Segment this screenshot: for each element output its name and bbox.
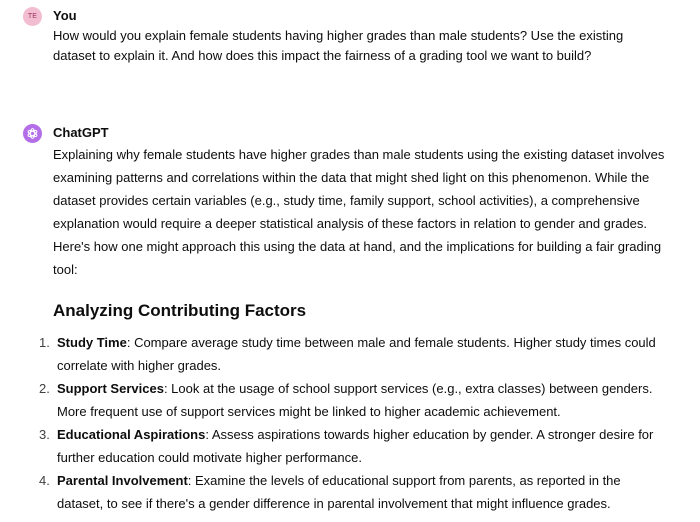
factors-list (32, 331, 662, 515)
list-item-number: 1. (39, 335, 50, 350)
assistant-intro-text: Explaining why female students have higher grades than male students using the existing dataset involves examining patterns and correlations within the data that might shed light on this phenomenon. While the dataset provides certain variables (e.g., study time, family support, school activities), a comprehensive explanation would require a deeper statistical analysis of these factors in relation to gender and grades. Here's how one might approach this using the data at hand, and the implications for building a fair grading tool: (53, 147, 665, 277)
list-item-number: 3. (39, 427, 50, 442)
assistant-author-name: ChatGPT (53, 125, 109, 140)
section-heading: Analyzing Contributing Factors (53, 301, 307, 320)
list-item-number: 4. (39, 473, 50, 488)
list-item-text: : Compare average study time between male and female students. Higher study times could correlate with higher grades. (57, 335, 656, 373)
list-item-text: : Examine the levels of educational support from parents, as reported in the dataset, to see if there's a gender difference in parental involvement that might influence grades. (57, 473, 621, 511)
list-item-number: 2. (39, 381, 50, 396)
list-item (32, 469, 662, 515)
user-avatar (23, 7, 42, 26)
list-item-title: Parental Involvement (57, 473, 188, 488)
list-item-title: Educational Aspirations (57, 427, 206, 442)
user-author-name: You (53, 8, 77, 23)
list-item-title: Study Time (57, 335, 127, 350)
user-message-text: How would you explain female students having higher grades than male students? Use the existing dataset to explain it. And how does this impact the fairness of a grading tool we want to build? (53, 28, 624, 63)
openai-logo-icon (26, 127, 39, 140)
user-avatar-initials: TE (27, 13, 38, 20)
list-item (32, 377, 662, 423)
list-item (32, 331, 662, 377)
list-item (32, 423, 662, 469)
list-item-text: : Assess aspirations towards higher education by gender. A stronger desire for further education could motivate higher performance. (57, 427, 654, 465)
list-item-text: : Look at the usage of school support services (e.g., extra classes) between genders. More frequent use of support services might be linked to higher academic achievement. (57, 381, 653, 419)
list-item-title: Support Services (57, 381, 164, 396)
openai-logo-icon (23, 124, 42, 143)
